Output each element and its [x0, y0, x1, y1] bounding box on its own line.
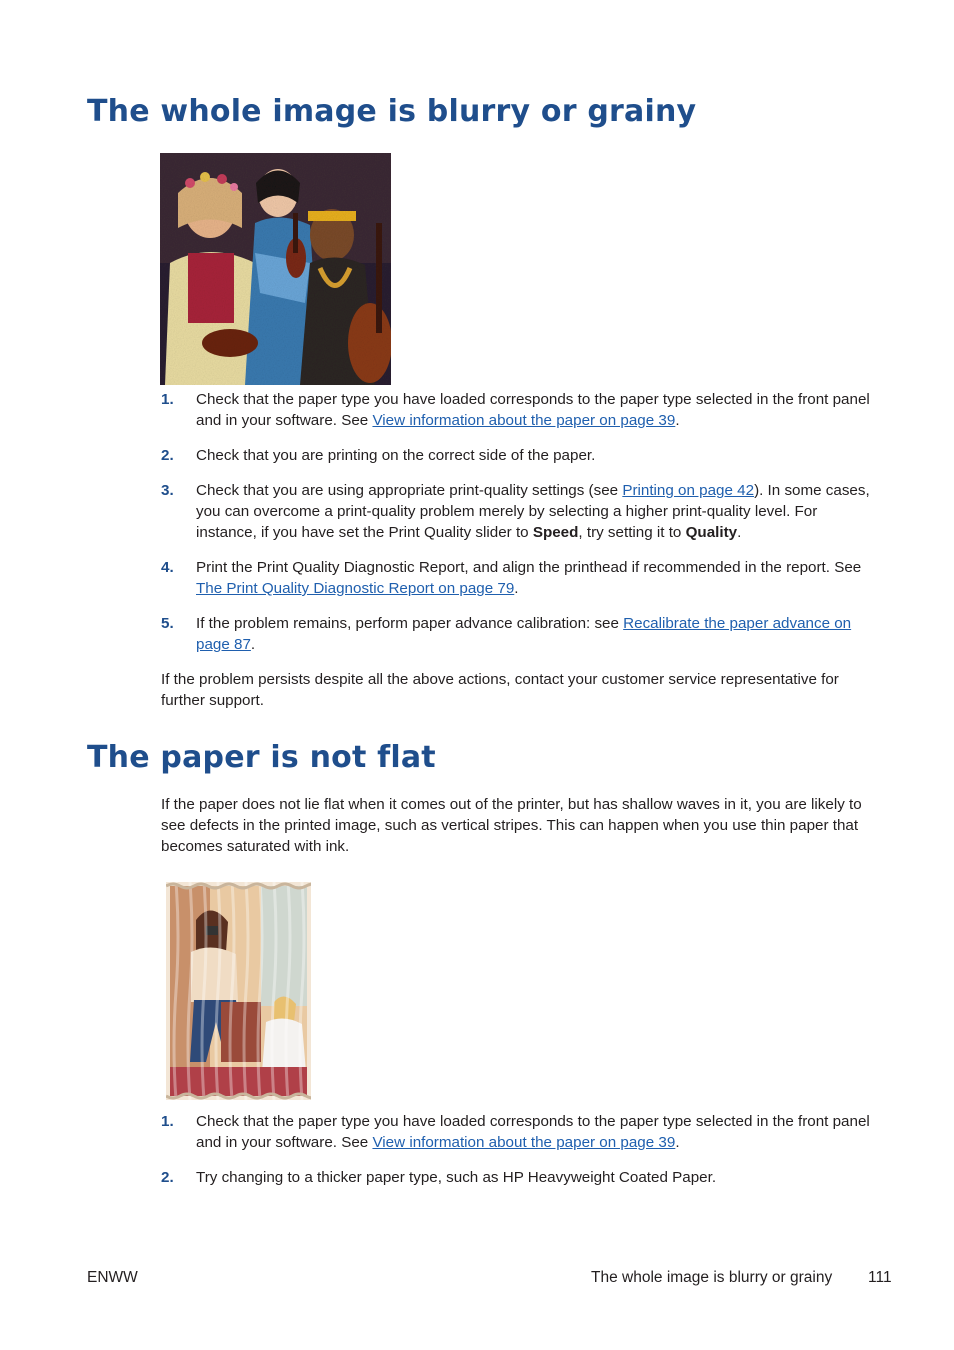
wavy-paper-photo: [166, 882, 311, 1100]
bold-quality: Quality: [685, 524, 738, 541]
blurry-closing-paragraph: If the problem persists despite all the above actions, contact your customer service representative for further support.: [161, 671, 839, 709]
footer-section-title: The whole image is blurry or grainy: [591, 1269, 833, 1286]
bold-speed: Speed: [532, 524, 579, 541]
list-item: 1. Check that the paper type you have loaded corresponds to the paper type selected in the front panel and in your software. See View information about the paper on page 39.: [161, 391, 870, 429]
blurry-steps-list: [161, 389, 877, 669]
footer-left-label: ENWW: [87, 1269, 138, 1286]
list-item: 2. Check that you are printing on the correct side of the paper.: [161, 447, 596, 464]
not-flat-intro-paragraph: If the paper does not lie flat when it comes out of the printer, but has shallow waves in it, you are likely to see defects in the printed image, such as vertical stripes. This can happen when you use thin paper that becomes saturated with ink.: [161, 796, 862, 855]
list-item: 3. Check that you are using appropriate print-quality settings (see Printing on page 42). In some cases, you can overcome a print-quality problem merely by selecting a higher print-quality level. For instance, if you have set the Print Quality slider to Speed, try setting it to Quality.: [161, 482, 870, 541]
step-number: 2.: [161, 1169, 174, 1186]
step-number: 1.: [161, 1113, 174, 1130]
list-item: 2. Try changing to a thicker paper type, such as HP Heavyweight Coated Paper.: [161, 1169, 717, 1186]
link-view-paper-info[interactable]: View information about the paper on page 39: [372, 1134, 676, 1151]
step-number: 3.: [161, 482, 174, 499]
list-item: 1. Check that the paper type you have loaded corresponds to the paper type selected in the front panel and in your software. See View information about the paper on page 39.: [161, 1113, 870, 1151]
step-number: 5.: [161, 615, 174, 632]
list-item: 5. If the problem remains, perform paper advance calibration: see Recalibrate the paper advance on page 87.: [161, 615, 852, 653]
link-diagnostic-report[interactable]: The Print Quality Diagnostic Report on page 79: [196, 580, 515, 597]
link-printing[interactable]: Printing on page 42: [622, 482, 755, 499]
section-heading-not-flat: The paper is not flat: [87, 740, 436, 775]
grainy-photo-musicians: [160, 153, 391, 385]
not-flat-steps-list: [161, 1111, 877, 1202]
step-number: 2.: [161, 447, 174, 464]
list-item: 4. Print the Print Quality Diagnostic Report, and align the printhead if recommended in the report. See The Print Quality Diagnostic Report on page 79.: [161, 559, 862, 597]
footer-page-number: 111: [868, 1269, 892, 1286]
step-number: 4.: [161, 559, 174, 576]
link-recalibrate-paper-advance[interactable]: Recalibrate the paper advance on page 87: [196, 615, 852, 653]
step-number: 1.: [161, 391, 174, 408]
section-heading-blurry: The whole image is blurry or grainy: [87, 94, 697, 129]
link-view-paper-info[interactable]: View information about the paper on page 39: [372, 412, 676, 429]
